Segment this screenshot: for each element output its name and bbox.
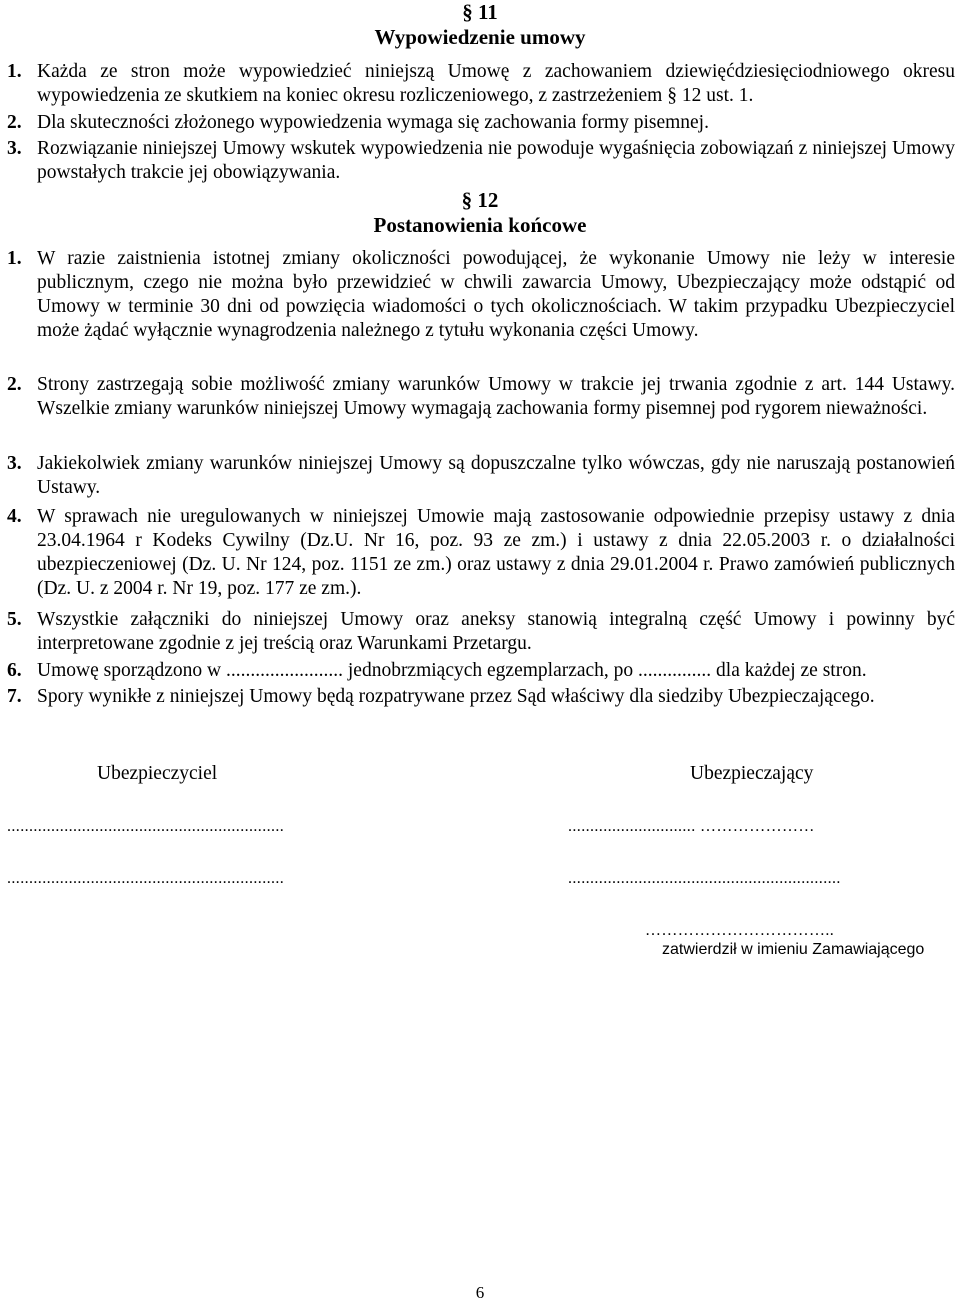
item-number: 1. [7,61,22,82]
section-12-item-3 [7,452,955,500]
item-text: W sprawach nie uregulowanych w niniejszej Umowie mają zastosowanie odpowiednie przepisy ustawy z dnia 23.04.1964 r Kodeks Cywilny (Dz.U. Nr 16, poz. 93 ze zm.) i ustawy z dnia 22.05.2003 r. o działalności ubezpieczeniowej (Dz. U. Nr 124, poz. 1151 ze zm.) oraz ustawy z dnia 29.01.2004 r. Prawo zamówień publicznych (Dz. U. z 2004 r. Nr 19, poz. 177 ze zm.). [37,506,955,599]
section-12-title: Postanowienia końcowe [373,213,587,237]
item-number: 7. [7,686,22,707]
section-12-item-2 [7,373,955,421]
item-number: 4. [7,506,22,527]
item-text: Umowę sporządzono w ........................ jednobrzmiących egzemplarzach, po ............... dla każdej ze stron. [37,660,867,681]
signature-line-right-2: .............................................................. [568,870,841,887]
item-text: Wszystkie załączniki do niniejszej Umowy oraz aneksy stanowią integralną część Umowy i powinny być interpretowane zgodnie z jej treścią oraz Warunkami Przetargu. [37,609,955,654]
section-12-number [0,188,960,212]
approval-label: zatwierdził w imieniu Zamawiającego [662,941,925,958]
item-text: Strony zastrzegają sobie możliwość zmiany warunków Umowy w trakcie jej trwania zgodnie z art. 144 Ustawy. Wszelkie zmiany warunków niniejszej Umowy wymagają zachowania formy pisemnej pod rygorem nieważności. [37,374,955,419]
section-sign: § [461,188,473,212]
item-text: Rozwiązanie niniejszej Umowy wskutek wypowiedzenia nie powoduje wygaśnięcia zobowiązań z niniejszej Umowy powstałych trakcie jej obowiązywania. [37,138,955,183]
section-11-number [0,0,960,24]
signature-line-left-1: ............................................................... [7,818,285,835]
page-number: 6 [475,1283,485,1302]
section-11-title: Wypowiedzenie umowy [374,25,586,49]
item-number: 6. [7,660,22,681]
section-12-item-5 [7,608,955,656]
section-number: 11 [477,0,498,24]
signature-line-left-2: ............................................................... [7,870,285,887]
item-text: Jakiekolwiek zmiany warunków niniejszej Umowy są dopuszczalne tylko wówczas, gdy nie naruszają postanowień Ustawy. [37,453,955,498]
item-text: W razie zaistnienia istotnej zmiany okoliczności powodującej, że wykonanie Umowy nie leży w interesie publicznym, czego nie można było przewidzieć w chwili zawarcia Umowy, Ubezpieczający może odstąpić od Umowy w terminie 30 dni od powzięcia wiadomości o tych okolicznościach. W takim przypadku Ubezpieczyciel może żądać wyłącznie wynagrodzenia należnego z tytułu wykonania części Umowy. [37,248,955,341]
signature-line-right-1: ............................. ………………… [568,818,815,835]
section-11-item-3 [7,137,955,185]
section-number: 12 [477,188,499,212]
section-12-item-7 [7,685,955,709]
item-number: 3. [7,453,22,474]
section-sign: § [462,0,473,24]
item-number: 3. [7,138,22,159]
section-12-item-6 [7,659,955,683]
item-number: 2. [7,112,22,133]
section-11-item-2 [7,111,955,135]
section-11-item-1 [7,60,955,108]
signature-label-insurer: Ubezpieczyciel [97,763,218,784]
approval-dots: …………………………….. [645,922,835,939]
item-number: 5. [7,609,22,630]
section-12-item-4 [7,505,955,601]
item-number: 1. [7,248,22,269]
item-text: Każda ze stron może wypowiedzieć niniejszą Umowę z zachowaniem dziewięćdziesięciodniowego okresu wypowiedzenia ze skutkiem na koniec okresu rozliczeniowego, z zastrzeżeniem § 12 ust. 1. [37,61,955,106]
item-text: Dla skuteczności złożonego wypowiedzenia wymaga się zachowania formy pisemnej. [37,112,709,133]
section-12-item-1 [7,247,955,343]
item-text: Spory wynikłe z niniejszej Umowy będą rozpatrywane przez Sąd właściwy dla siedziby Ubezpieczającego. [37,686,875,707]
item-number: 2. [7,374,22,395]
signature-label-insured: Ubezpieczający [690,763,814,784]
